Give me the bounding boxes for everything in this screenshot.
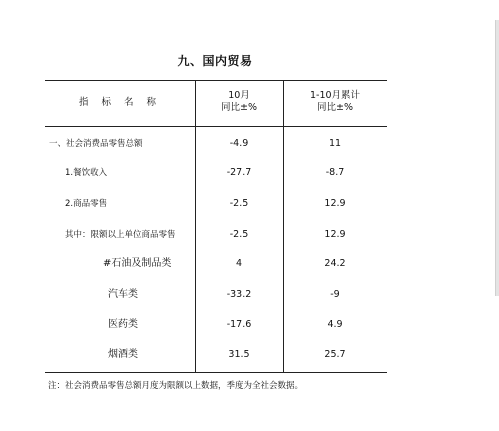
row-name: #石油及制品类 [103, 258, 172, 269]
row-october-value: -27.7 [226, 167, 252, 178]
row-name: 烟酒类 [108, 349, 138, 360]
row-october-value: -17.6 [226, 319, 252, 330]
row-name: 医药类 [108, 319, 138, 330]
table-row [45, 228, 387, 242]
header-october-line2: 同比±% [221, 102, 257, 113]
row-name: 汽车类 [108, 289, 138, 300]
table-row [45, 197, 387, 211]
row-ytd-value: 25.7 [324, 349, 346, 360]
table-row [45, 166, 387, 180]
row-october-value: -33.2 [226, 289, 252, 300]
table-bottom-rule [45, 372, 387, 373]
row-october-value: 31.5 [228, 349, 250, 360]
row-october-value: -2.5 [229, 198, 249, 209]
row-name: 2.商品零售 [65, 199, 108, 209]
row-ytd-value: 12.9 [324, 198, 346, 209]
table-top-rule [45, 80, 387, 81]
row-ytd-value: 24.2 [324, 258, 346, 269]
table-row [45, 318, 387, 332]
table-header-rule [45, 126, 387, 127]
table-row [45, 288, 387, 302]
row-ytd-value: 12.9 [324, 229, 346, 240]
row-october-value: -2.5 [229, 229, 249, 240]
row-ytd-value: -8.7 [325, 167, 345, 178]
header-ytd-line2: 同比±% [317, 102, 353, 113]
header-october-line1: 10月 [228, 90, 250, 101]
header-ytd [283, 90, 387, 114]
row-october-value: 4 [235, 258, 243, 269]
table-row [45, 348, 387, 362]
table-row [45, 257, 387, 271]
row-ytd-value: 11 [328, 138, 342, 149]
table-row [45, 137, 387, 151]
scrollbar[interactable] [495, 20, 499, 296]
header-october [195, 90, 283, 114]
row-ytd-value: 4.9 [327, 319, 343, 330]
row-ytd-value: -9 [330, 289, 340, 300]
footnote: 注：社会消费品零售总额月度为限额以上数据，季度为全社会数据。 [48, 381, 304, 391]
row-name: 其中：限额以上单位商品零售 [65, 230, 176, 240]
row-name: 一、社会消费品零售总额 [49, 139, 143, 149]
row-october-value: -4.9 [229, 138, 249, 149]
row-name: 1.餐饮收入 [65, 168, 108, 178]
page-title: 九、国内贸易 [177, 54, 253, 68]
header-ytd-line1: 1-10月累计 [309, 90, 361, 101]
header-indicator-name: 指 标 名 称 [78, 97, 162, 108]
